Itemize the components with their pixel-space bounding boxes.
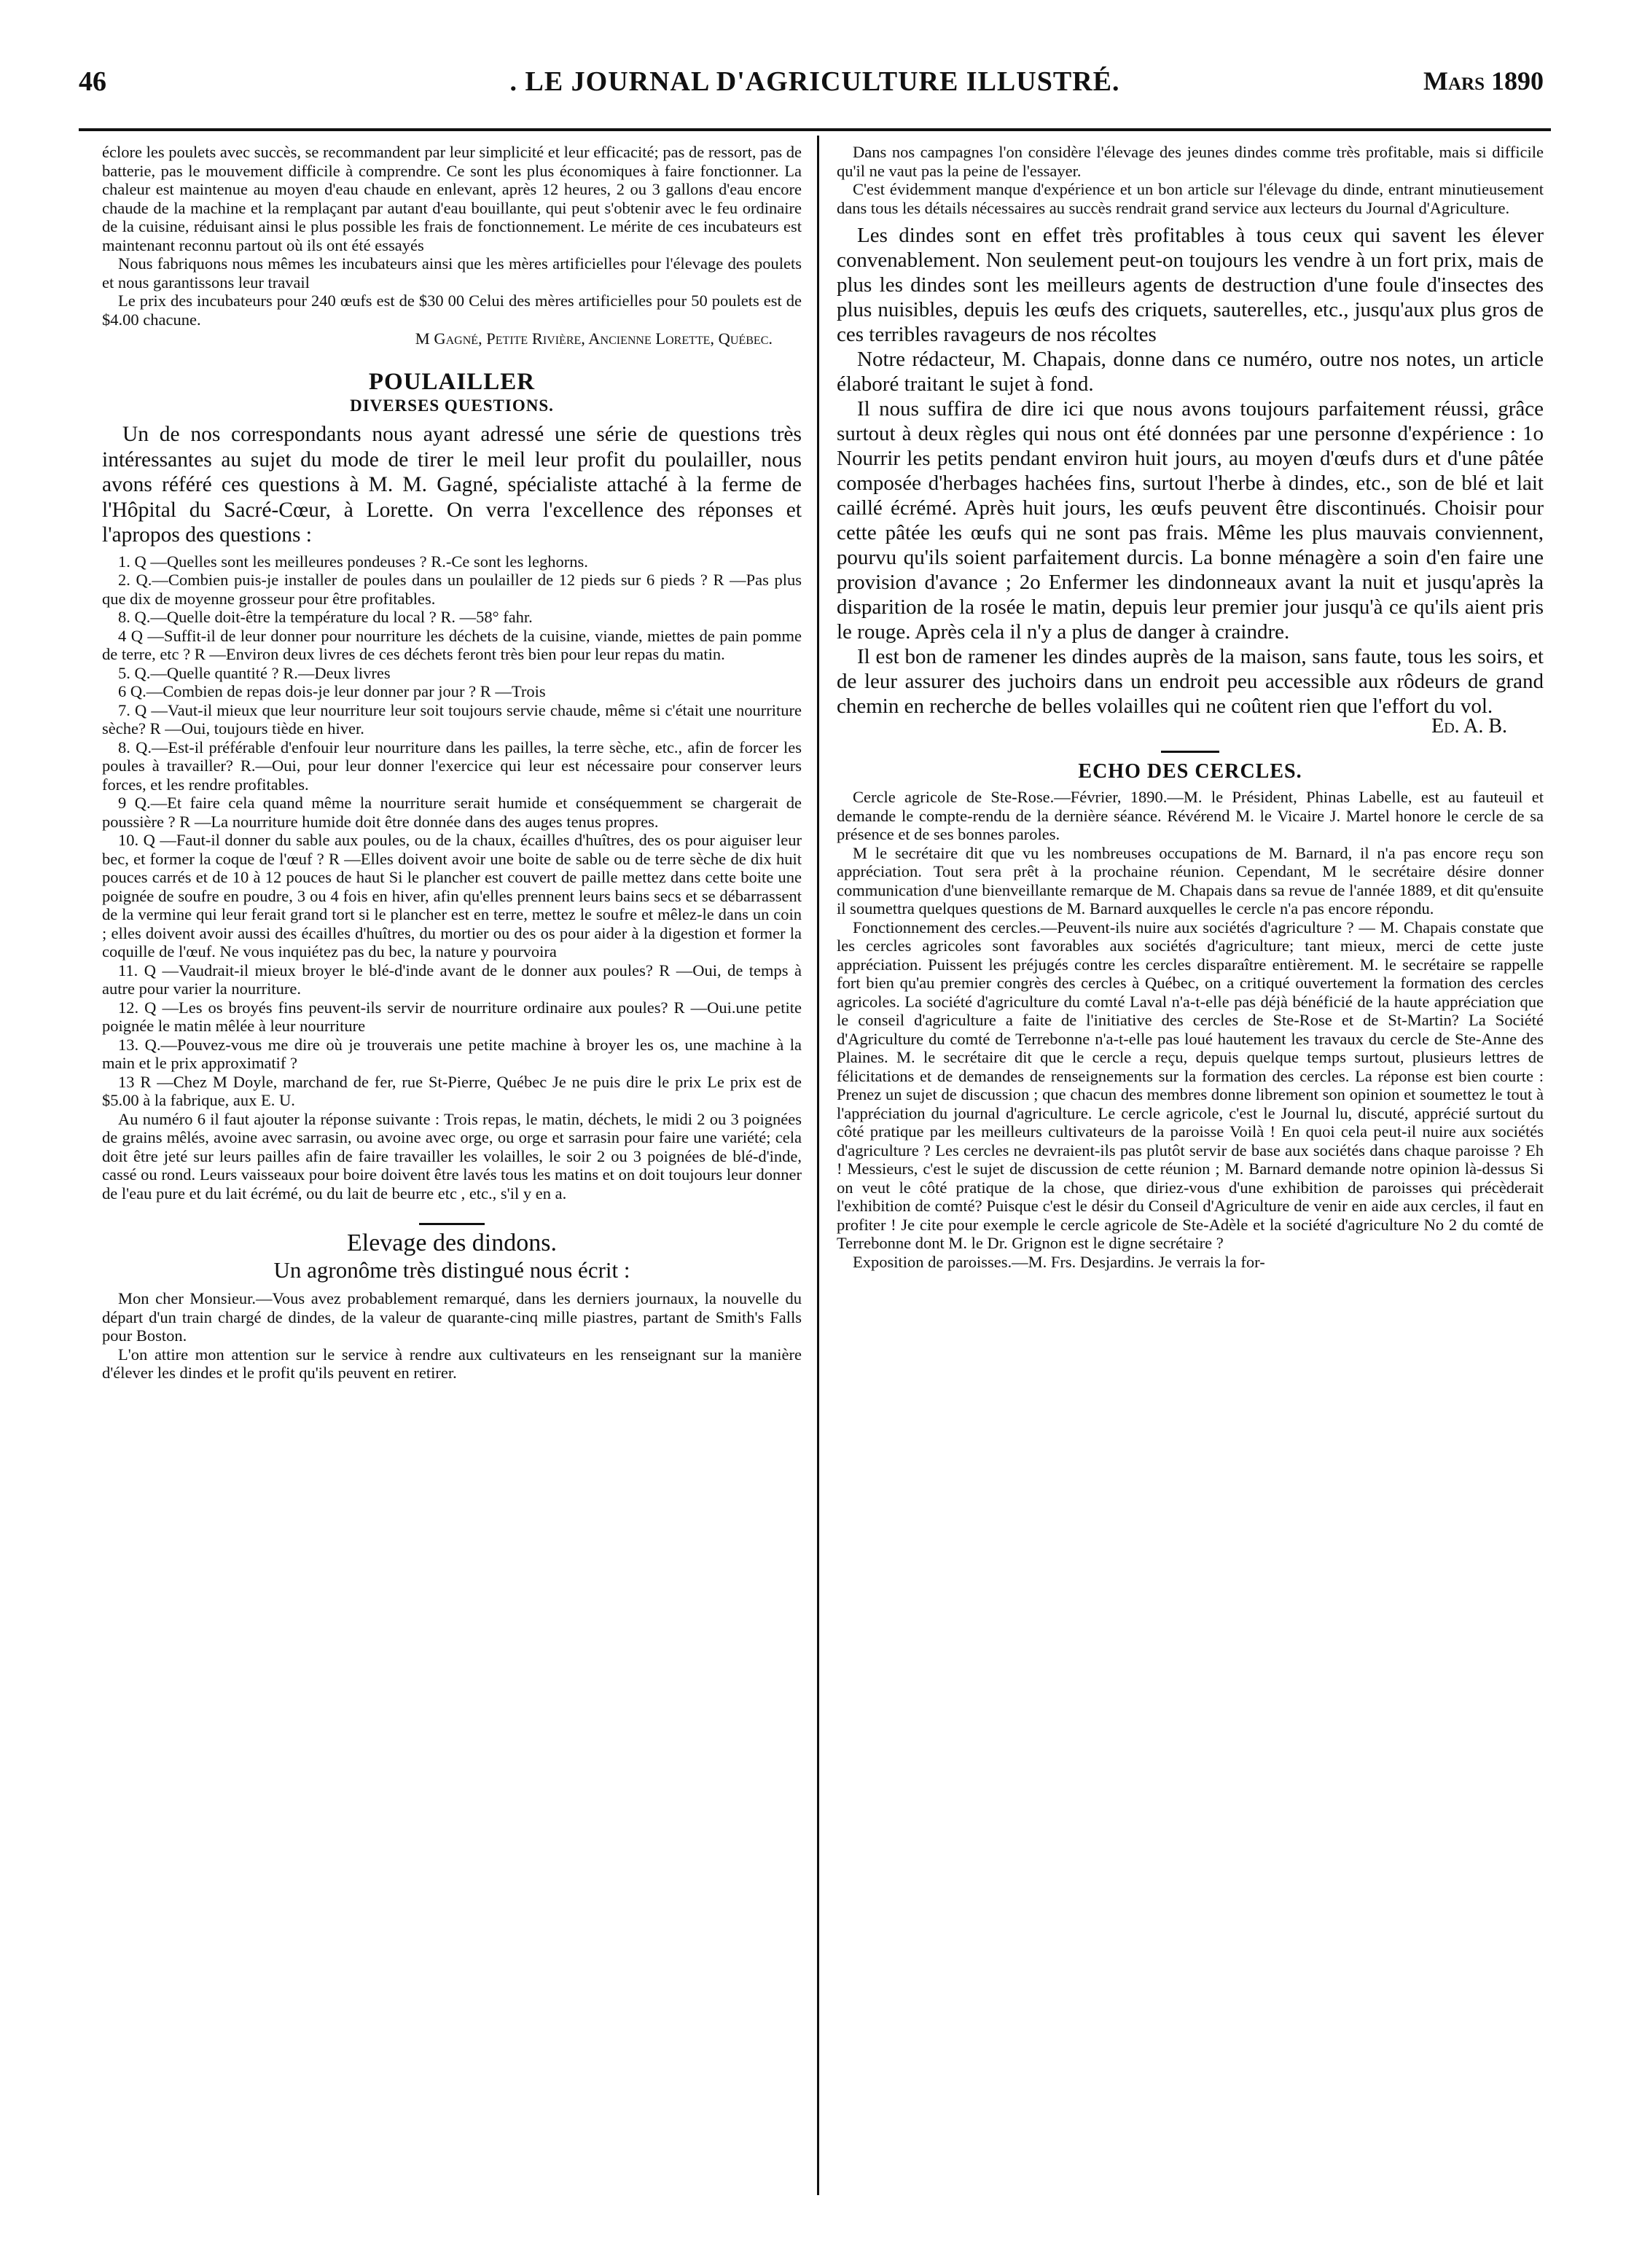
section-subtitle-dindons: Un agronôme très distingué nous écrit : <box>273 1257 630 1283</box>
dindons-paragraph: C'est évidemment manque d'expérience et un bon article sur l'élevage du dinde, entrant minutieusement dans tous les détails nécessaires au succès rendrait grand service aux lecteurs du Journal d'Agriculture. <box>837 180 1544 217</box>
section-subtitle-poulailler: DIVERSES QUESTIONS. <box>350 396 554 415</box>
editorial-paragraph: Notre rédacteur, M. Chapais, donne dans ce numéro, outre nos notes, un article élaboré traitant le sujet à fond. <box>837 348 1544 396</box>
poulailler-lead: Un de nos correspondants nous ayant adressé une série de questions très intéressantes au sujet du mode de tirer le meil leur profit du poulailler, nous avons référé ces questions à M. M. Gagné, spécialiste attaché à la ferme de l'Hôpital du Sacré-Cœur, à Lorette. On verra l'excellence des réponses et l'apropos des questions : <box>102 423 802 547</box>
page-number: 46 <box>79 66 106 97</box>
qa-item: 13 R —Chez M Doyle, marchand de fer, rue St-Pierre, Québec Je ne puis dire le prix Le prix est de $5.00 à la fabrique, aux E. U. <box>102 1072 802 1109</box>
section-title-echo: ECHO DES CERCLES. <box>1078 760 1302 783</box>
section-title-poulailler: POULAILLER <box>368 369 536 395</box>
editorial-paragraph: Il nous suffira de dire ici que nous avons toujours parfaitement réussi, grâce surtout à deux règles qui nous ont été données par une personne d'expérience : 1o Nourrir les petits pendant environ huit jours, au moyen d'œufs durs et d'une pâtée composée d'herbages hachées fins, surtout l'herbe à dindes, etc., son de blé et lait caillé écrémé. Après huit jours, les œufs peuvent être discontinués. Choisir pour cette pâtée les œufs qui ne sont pas frais. Même les plus mauvais conviennent, pourvu qu'ils soient parfaitement durcis. La bonne ménagère a soin d'en faire une provision d'avance ; 2o Enfermer les dindonneaux avant la nuit et jusqu'après la disparition de la rosée le matin, depuis leur premier jour jusqu'à ce qu'ils aient pris le rouge. Après cela il n'y a plus de danger à craindre. <box>837 397 1544 644</box>
qa-item: 8. Q.—Quelle doit-être la température du local ? R. —58° fahr. <box>118 608 533 626</box>
column-divider <box>817 136 819 2195</box>
qa-item: 12. Q —Les os broyés fins peuvent-ils servir de nourriture ordinaire aux poules? R —Oui.une petite poignée le matin mêlée à leur nourriture <box>102 998 802 1035</box>
qa-item: 2. Q.—Combien puis-je installer de poules dans un poulailler de 12 pieds sur 6 pieds ? R —Pas plus que dix de moyenne grosseur pour être profitables. <box>102 571 802 608</box>
echo-paragraph: Exposition de paroisses.—M. Frs. Desjardins. Je verrais la for- <box>853 1252 1265 1271</box>
qa-item: 9 Q.—Et faire cela quand même la nourriture serait humide et conséquemment se chargerait de poussière ? R —La nourriture humide doit être donnée dans des auges tenus propres. <box>102 794 802 831</box>
editorial-paragraph: Il est bon de ramener les dindes auprès de la maison, sans faute, tous les soirs, et de leur assurer des juchoirs dans un endroit peu accessible aux rôdeurs de grand chemin en recherche de belles volailles qui ne coûtent rien que l'effort du vol. <box>837 645 1544 718</box>
dindons-paragraph: Mon cher Monsieur.—Vous avez probablement remarqué, dans les derniers journaux, la nouvelle du départ d'un train chargé de dindes, de la valeur de quarante-cinq mille piastres, partant de Smith's Falls pour Boston. <box>102 1289 802 1345</box>
dindons-paragraph: L'on attire mon attention sur le service à rendre aux cultivateurs en les renseignant sur la manière d'élever les dindes et le profit qu'ils peuvent en retirer. <box>102 1345 802 1382</box>
echo-paragraph: Fonctionnement des cercles.—Peuvent-ils nuire aux sociétés d'agriculture ? — M. Chapais constate que les cercles agricoles sont favorables aux sociétés d'agriculture; tant mieux, merci de cette juste appréciation. Puissent les préjugés contre les cercles disparaître entièrement. M. le secrétaire se rappelle fort bien qu'au premier congrès des cercles à Québec, on a critiqué ouvertement la formation des cercles agricoles. La société d'agriculture du comté Laval n'a-t-elle pas déjà bénéficié de la haute appréciation que le conseil d'agriculture a faite de l'initiative des cercles de Ste-Rose et de St-Martin? La Société d'Agriculture du comté de Terrebonne n'a-t-elle pas loué hautement les travaux du cercle de Ste-Anne des Plaines. M. le secrétaire dit que le cercle a reçu, depuis quelque temps surtout, plusieurs lettres de félicitations et de demandes de renseignements sur la formation des cercles. La réponse est bien courte : Prenez un sujet de discussion ; que chacun des membres donne librement son opinion et soumettez le tout à l'appréciation du journal d'agriculture. Le cercle agricole, c'est le Journal lu, discuté, apprécié surtout du côté pratique par les meilleurs cultivateurs de la paroisse Voilà ! En quoi cela peut-il nuire aux sociétés d'agriculture ? Les cercles ne devraient-ils pas plutôt servir de base aux sociétés dans chaque paroisse ? Eh ! Messieurs, c'est le sujet de discussion de cette réunion ; M. Barnard demande notre opinion là-dessus Si on veut le côté pratique de la chose, que diriez-vous d'une exhibition de paroisses qui précèderait l'exhibition de comté? Puisque c'est le désir du Conseil d'Agriculture de venir en aide aux cercles, il faut en profiter ! Je cite pour exemple le cercle agricole de Ste-Adèle et la société d'agriculture No 2 du comté de Terrebonne dont M. le Dr. Grignon est le digne secrétaire ? <box>837 918 1544 1252</box>
editorial-signature: Ed. A. B. <box>1431 715 1507 738</box>
editorial-paragraph: Les dindes sont en effet très profitables à tous ceux qui savent les élever convenablement. Non seulement peut-on toujours les vendre à un fort prix, mais de plus les dindes sont les meilleurs agents de destruction d'une foule d'insectes des plus nuisibles, depuis les œufs des criquets, sauterelles, etc., jusqu'aux plus gros de ces terribles ravageurs de nos récoltes <box>837 224 1544 346</box>
intro-paragraph: éclore les poulets avec succès, se recommandent par leur simplicité et leur efficacité; pas de ressort, pas de batterie, pas le mouvement difficile à comprendre. Ce sont les plus économiques à faire fonctionner. La chaleur est maintenue au moyen d'eau chaude en enlevant, après 12 heures, 2 ou 3 gallons d'eau encore chaude de la machine et la remplaçant par autant d'eau bouillante, qui peut s'obtenir avec le feu ordinaire de la cuisine, réduisant ainsi le plus possible les frais de fonctionnement. Le mérite de ces incubateurs est maintenant reconnu partout où ils ont été essayés <box>102 143 802 254</box>
section-separator <box>1161 751 1219 753</box>
intro-paragraph: Nous fabriquons nous mêmes les incubateurs ainsi que les mères artificielles pour l'élevage des poulets et nous garantissons leur travail <box>102 254 802 292</box>
qa-item: 7. Q —Vaut-il mieux que leur nourriture leur soit toujours servie chaude, même si c'était une nourriture sèche? R —Oui, toujours tiède en hiver. <box>102 700 802 738</box>
intro-signature: M Gagné, Petite Rivière, Ancienne Lorette, Québec. <box>415 329 773 348</box>
echo-paragraph: Cercle agricole de Ste-Rose.—Février, 1890.—M. le Président, Phinas Labelle, est au fauteuil et demande le compte-rendu de la dernière séance. Révérend M. le Vicaire J. Martel honore le cercle de sa présence et de ses bonnes paroles. <box>837 788 1544 843</box>
qa-item: 10. Q —Faut-il donner du sable aux poules, ou de la chaux, écailles d'huîtres, des os pour aiguiser leur bec, et former la coque de l'œuf ? R —Elles doivent avoir une boite de sable ou de terre sèche de dix huit pouces carrés et de 10 à 12 pouces de haut Si le plancher est couvert de paille mettez dans cette boite une poignée de soufre en poudre, 3 ou 4 fois en hiver, afin qu'elles prennent leurs bains secs et se débarrassent de la vermine qui leur ferait grand tort si le plancher est en terre, mettez le soufre et mêlez-le dans un coin ; elles doivent avoir aussi des écailles d'huîtres, du mortier ou des os pour aider à la digestion et former la coquille de l'œuf. Ne vous inquiétez pas du bec, la nature y pourvoira <box>102 831 802 961</box>
section-separator <box>419 1223 485 1225</box>
qa-item: Au numéro 6 il faut ajouter la réponse suivante : Trois repas, le matin, déchets, le midi 2 ou 3 poignées de grains mêlés, avoine avec sarrasin, ou avoine avec orge, ou orge et sarrasin pour faire une variété; cela doit être jeté sur leurs pailles afin de faire travailler les volailles, le soir 2 ou 3 poignées de blé-d'inde, cassé ou rond. Leurs vaisseaux pour boire doivent être lavés tous les matins et on doit toujours leur donner de l'eau pure et du lait écrémé, ou du lait de beurre etc , etc., s'il y en a. <box>102 1109 802 1203</box>
qa-item: 8. Q.—Est-il préférable d'enfouir leur nourriture dans les pailles, la terre sèche, etc., afin de forcer les poules à travailler? R.—Oui, pour leur donner l'exercice qui leur est nécessaire pour conserver leurs forces, et les rendre profitables. <box>102 738 802 794</box>
echo-paragraph: M le secrétaire dit que vu les nombreuses occupations de M. Barnard, il n'a pas encore reçu son appréciation. Tout sera prêt à la prochaine réunion. Cependant, M le secrétaire désire donner communication d'une bienveillante remarque de M. Chapais dans sa revue de l'année 1889, et dit qu'ensuite il soumettra quelques questions de M. Barnard auxquelles le cercle n'a pas encore répondu. <box>837 843 1544 918</box>
header-rule <box>79 128 1551 131</box>
qa-item: 11. Q —Vaudrait-il mieux broyer le blé-d'inde avant de le donner aux poules? R —Oui, de temps à autre pour varier la nourriture. <box>102 961 802 998</box>
intro-paragraph: Le prix des incubateurs pour 240 œufs est de $30 00 Celui des mères artificielles pour 50 poulets est de $4.00 chacune. <box>102 292 802 329</box>
qa-item: 6 Q.—Combien de repas dois-je leur donner par jour ? R —Trois <box>118 682 546 700</box>
right-column <box>837 143 1544 2194</box>
journal-title: . LE JOURNAL D'AGRICULTURE ILLUSTRÉ. <box>509 66 1120 97</box>
left-column <box>102 143 802 2194</box>
qa-item: 13. Q.—Pouvez-vous me dire où je trouverais une petite machine à broyer les os, une machine à la main et le prix approximatif ? <box>102 1035 802 1072</box>
dindons-paragraph: Dans nos campagnes l'on considère l'élevage des jeunes dindes comme très profitable, mais si difficile qu'il ne vaut pas la peine de l'essayer. <box>837 143 1544 180</box>
qa-item: 5. Q.—Quelle quantité ? R.—Deux livres <box>118 663 391 682</box>
qa-item: 1. Q —Quelles sont les meilleures pondeuses ? R.-Ce sont les leghorns. <box>118 552 588 571</box>
qa-item: 4 Q —Suffit-il de leur donner pour nourriture les déchets de la cuisine, viande, miettes de pain pomme de terre, etc ? R —Environ deux livres de ces déchets feront très bien pour leur repas du matin. <box>102 626 802 663</box>
issue-date: Mars 1890 <box>1423 66 1544 95</box>
section-title-dindons: Elevage des dindons. <box>347 1229 557 1256</box>
page-header <box>79 60 1551 111</box>
